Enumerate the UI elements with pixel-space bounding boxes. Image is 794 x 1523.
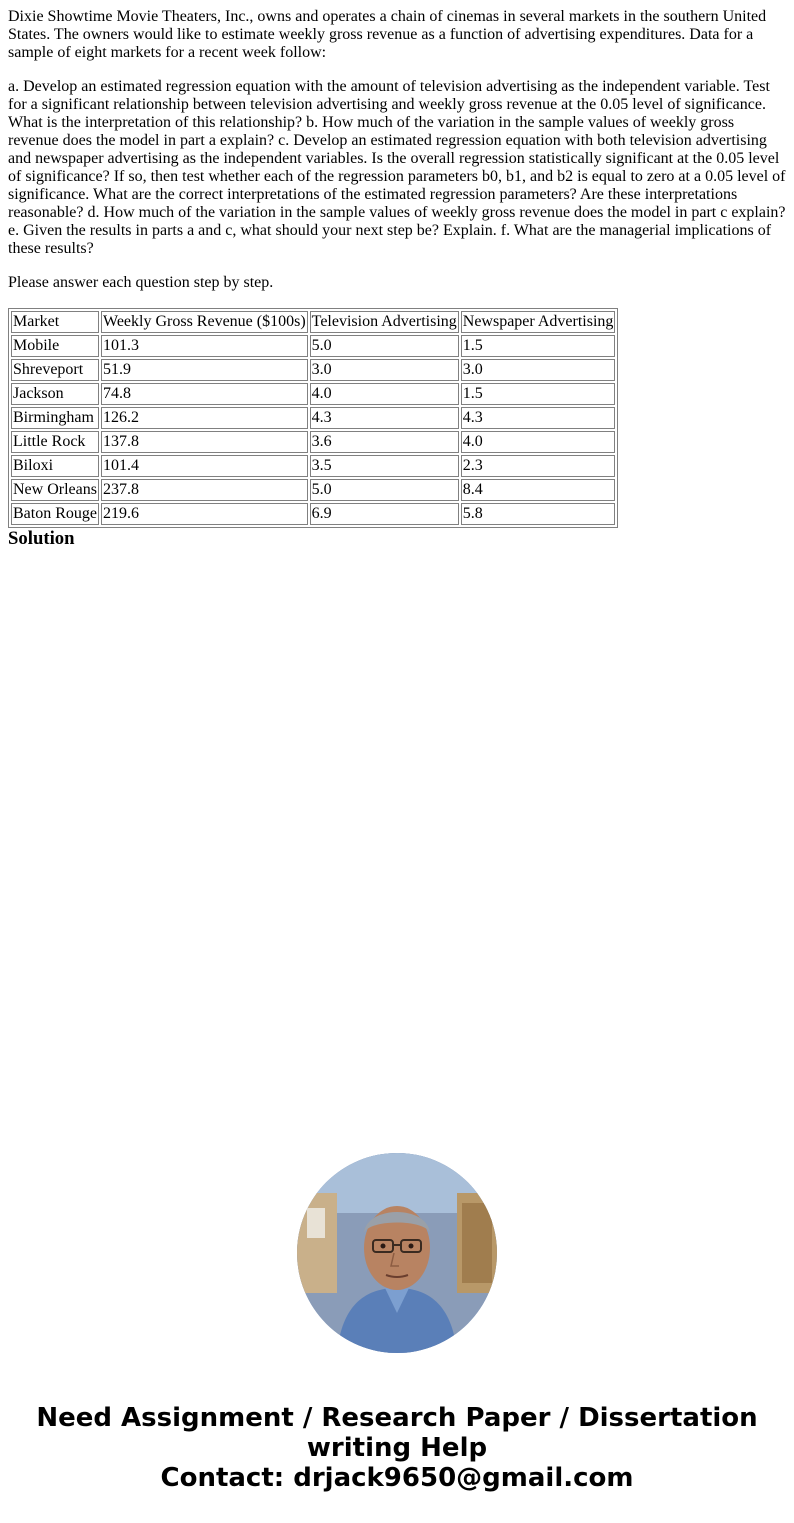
problem-intro: Dixie Showtime Movie Theaters, Inc., owns and operates a chain of cinemas in several markets in the southern United States. The owners would like to estimate weekly gross revenue as a function of advertising expenditures. Data for a sample of eight markets for a recent week follow: — [8, 8, 767, 61]
table-header-row — [11, 311, 615, 333]
cell-revenue: 74.8 — [101, 383, 308, 405]
header-newspaper-advertising: Newspaper Advertising — [461, 311, 616, 333]
cell-market: Little Rock — [11, 431, 99, 453]
cell-market: New Orleans — [11, 479, 99, 501]
author-portrait-image — [297, 1153, 497, 1353]
table-row — [11, 335, 615, 357]
cell-newspaper: 1.5 — [461, 383, 616, 405]
cell-tv: 5.0 — [310, 335, 459, 357]
header-television-advertising: Television Advertising — [310, 311, 459, 333]
problem-questions: a. Develop an estimated regression equation with the amount of television advertising as the independent variable. Test for a significant relationship between television advertising and weekly gross revenue at the 0.05 level of significance. What is the interpretation of this relationship? b. How much of the variation in the sample values of weekly gross revenue does the model in part a explain? c. Develop an estimated regression equation with both television advertising and newspaper advertising as the independent variables. Is the overall regression statistically significant at the 0.05 level of significance? If so, then test whether each of the regression parameters b0, b1, and b2 is equal to zero at a 0.05 level of significance. What are the correct interpretations of the estimated regression parameters? Are these interpretations reasonable? d. How much of the variation in the sample values of weekly gross revenue does the model in part c explain? e. Given the results in parts a and c, what should your next step be? Explain. f. What are the managerial implications of these results? — [8, 78, 786, 257]
cell-tv: 5.0 — [310, 479, 459, 501]
cell-tv: 3.0 — [310, 359, 459, 381]
solution-heading: Solution — [8, 528, 75, 549]
table-row — [11, 503, 615, 525]
table-row — [11, 479, 615, 501]
cell-newspaper: 2.3 — [461, 455, 616, 477]
table-row — [11, 407, 615, 429]
cell-newspaper: 5.8 — [461, 503, 616, 525]
cell-tv: 3.6 — [310, 431, 459, 453]
cell-revenue: 101.4 — [101, 455, 308, 477]
cell-market: Jackson — [11, 383, 99, 405]
table-row — [11, 359, 615, 381]
cell-market: Baton Rouge — [11, 503, 99, 525]
footer-line-2: writing Help — [306, 1433, 488, 1463]
cell-revenue: 126.2 — [101, 407, 308, 429]
problem-instruction: Please answer each question step by step. — [8, 274, 274, 291]
cell-newspaper: 1.5 — [461, 335, 616, 357]
cell-market: Mobile — [11, 335, 99, 357]
problem-content — [8, 8, 788, 528]
cell-tv: 3.5 — [310, 455, 459, 477]
cell-tv: 6.9 — [310, 503, 459, 525]
cell-market: Biloxi — [11, 455, 99, 477]
author-avatar — [297, 1153, 497, 1353]
cell-tv: 4.3 — [310, 407, 459, 429]
footer-promo — [0, 1403, 794, 1493]
table-row — [11, 431, 615, 453]
cell-tv: 4.0 — [310, 383, 459, 405]
cell-newspaper: 8.4 — [461, 479, 616, 501]
cell-market: Birmingham — [11, 407, 99, 429]
header-weekly-gross-revenue: Weekly Gross Revenue ($100s) — [101, 311, 308, 333]
cell-market: Shreveport — [11, 359, 99, 381]
data-table — [8, 308, 618, 528]
footer-contact: Contact: drjack9650@gmail.com — [160, 1463, 634, 1493]
cell-revenue: 51.9 — [101, 359, 308, 381]
cell-revenue: 237.8 — [101, 479, 308, 501]
cell-newspaper: 3.0 — [461, 359, 616, 381]
footer-line-1: Need Assignment / Research Paper / Dissertation — [36, 1403, 758, 1433]
table-row — [11, 383, 615, 405]
cell-revenue: 101.3 — [101, 335, 308, 357]
table-row — [11, 455, 615, 477]
cell-revenue: 137.8 — [101, 431, 308, 453]
cell-revenue: 219.6 — [101, 503, 308, 525]
cell-newspaper: 4.3 — [461, 407, 616, 429]
cell-newspaper: 4.0 — [461, 431, 616, 453]
header-market: Market — [11, 311, 99, 333]
